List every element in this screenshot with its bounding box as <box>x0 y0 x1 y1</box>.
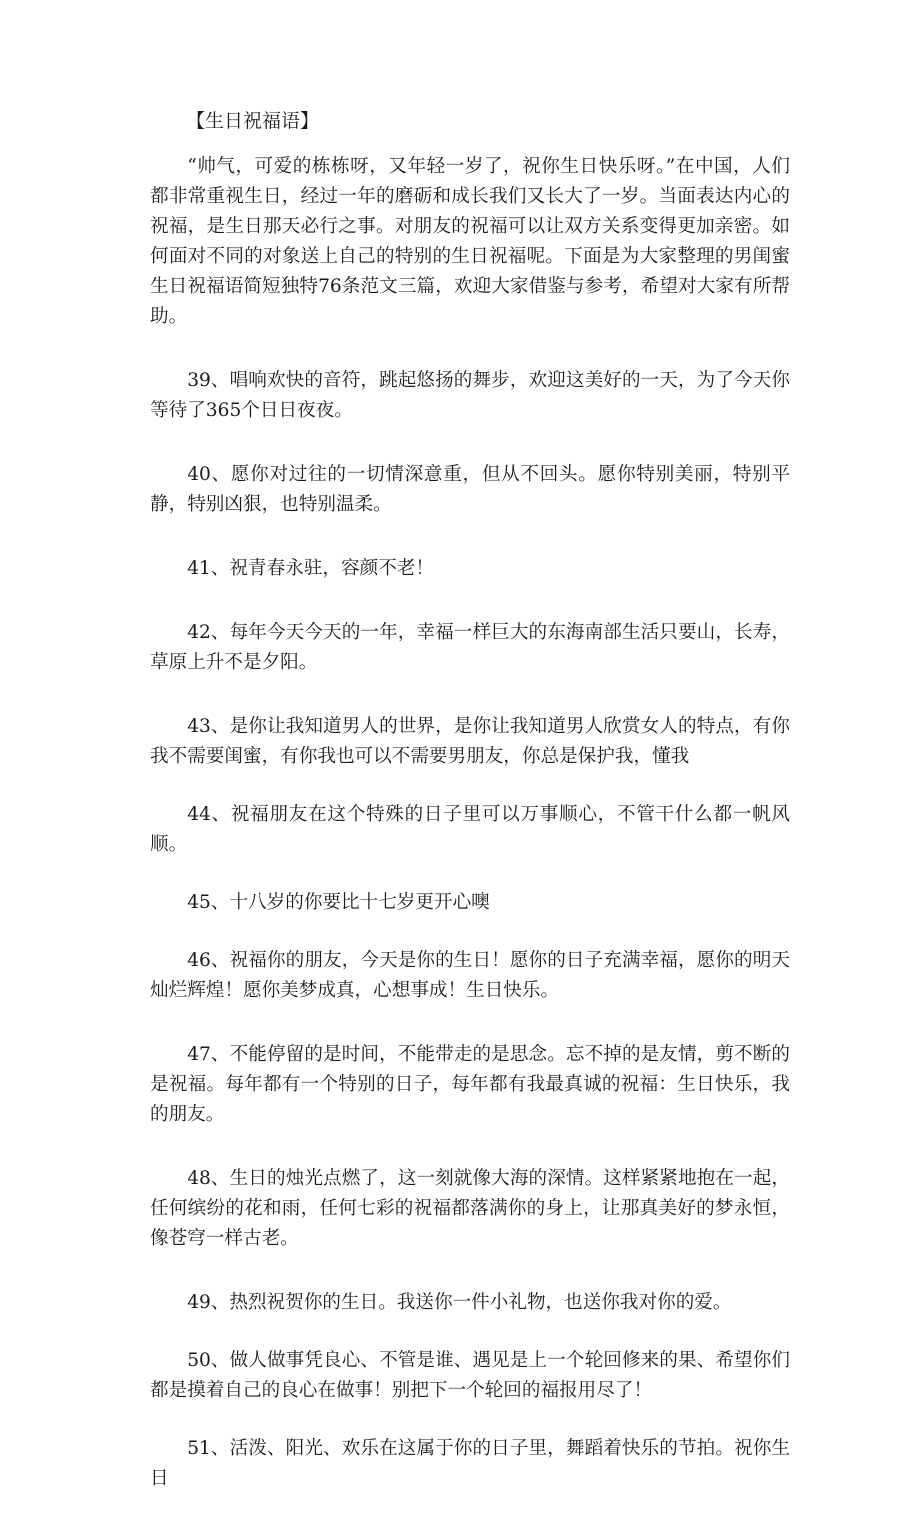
list-item: 39、唱响欢快的音符，跳起悠扬的舞步，欢迎这美好的一天，为了今天你等待了365个日日夜夜。 <box>150 370 790 421</box>
list-item: 44、祝福朋友在这个特殊的日子里可以万事顺心，不管干什么都一帆风顺。 <box>150 804 790 855</box>
section-title: 【生日祝福语】 <box>186 110 320 132</box>
list-item: 49、热烈祝贺你的生日。我送你一件小礼物，也送你我对你的爱。 <box>187 1292 732 1313</box>
list-item: 47、不能停留的是时间，不能带走的是思念。忘不掉的是友情，剪不断的是祝福。每年都有一个特别的日子，每年都有我最真诚的祝福：生日快乐，我的朋友。 <box>150 1044 790 1125</box>
list-item: 45、十八岁的你要比十七岁更开心噢 <box>187 892 490 913</box>
list-item: 46、祝福你的朋友，今天是你的生日！愿你的日子充满幸福，愿你的明天灿烂辉煌！愿你美梦成真，心想事成！生日快乐。 <box>150 950 790 1001</box>
list-item: 50、做人做事凭良心、不管是谁、遇见是上一个轮回修来的果、希望你们都是摸着自己的良心在做事！别把下一个轮回的福报用尽了！ <box>150 1350 790 1401</box>
document-body <box>150 152 790 1528</box>
list-item: 42、每年今天今天的一年，幸福一样巨大的东海南部生活只要山，长寿，草原上升不是夕阳。 <box>150 622 790 673</box>
list-item: 40、愿你对过往的一切情深意重，但从不回头。愿你特别美丽，特别平静，特别凶狠，也特别温柔。 <box>150 464 790 515</box>
list-item: 51、活泼、阳光、欢乐在这属于你的日子里，舞蹈着快乐的节拍。祝你生日 <box>150 1438 790 1489</box>
list-item: 41、祝青春永驻，容颜不老！ <box>187 558 434 579</box>
list-item: 48、生日的烛光点燃了，这一刻就像大海的深情。这样紧紧地抱在一起，任何缤纷的花和雨，任何七彩的祝福都落满你的身上，让那真美好的梦永恒，像苍穹一样古老。 <box>150 1168 790 1249</box>
intro-paragraph: “帅气，可爱的栋栋呀，又年轻一岁了，祝你生日快乐呀。”在中国，人们都非常重视生日，经过一年的磨砺和成长我们又长大了一岁。当面表达内心的祝福，是生日那天必行之事。对朋友的祝福可以让双方关系变得更加亲密。如何面对不同的对象送上自己的特别的生日祝福呢。下面是为大家整理的男闺蜜生日祝福语简短独特76条范文三篇，欢迎大家借鉴与参考，希望对大家有所帮助。 <box>150 156 790 327</box>
list-item: 43、是你让我知道男人的世界，是你让我知道男人欣赏女人的特点，有你我不需要闺蜜，有你我也可以不需要男朋友，你总是保护我，懂我 <box>150 716 790 767</box>
